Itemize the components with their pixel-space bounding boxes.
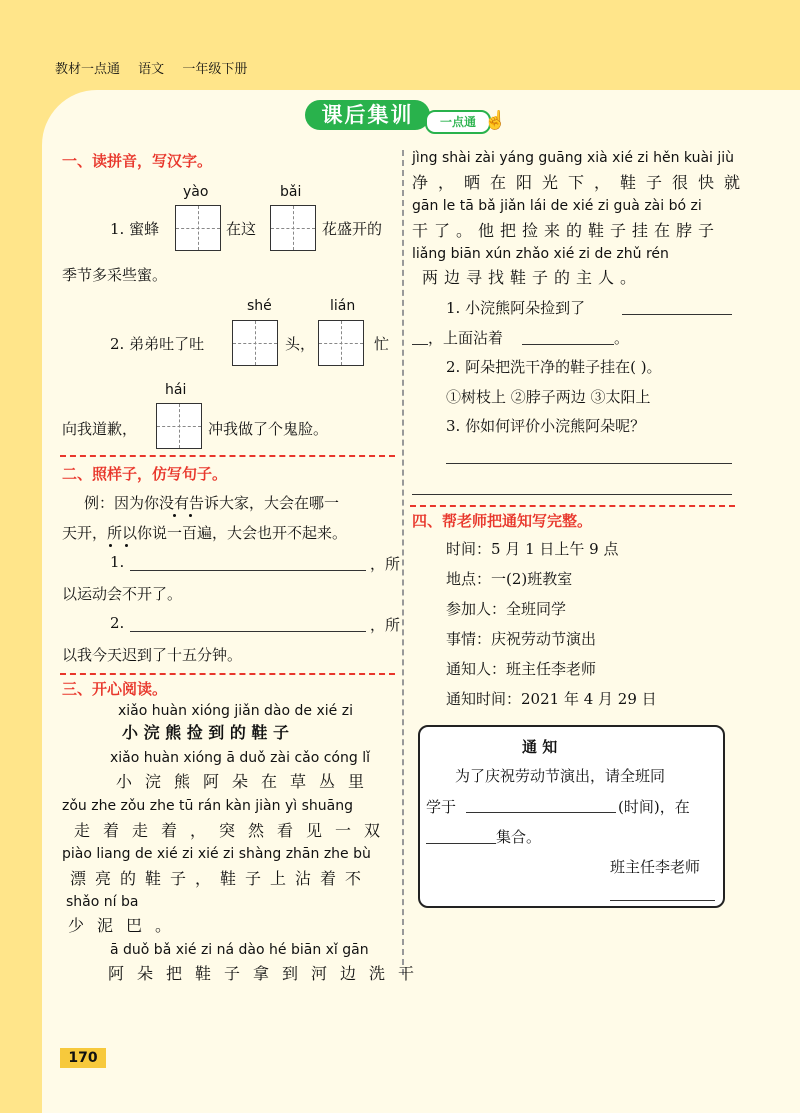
answer-box-yao[interactable] bbox=[175, 205, 221, 251]
story-line-5: 阿朵把鞋子拿到河边洗干 bbox=[108, 964, 428, 983]
answer-line[interactable] bbox=[412, 494, 732, 495]
q2-1-tail: ，所 bbox=[370, 555, 401, 573]
book-name: 教材一点通 bbox=[55, 62, 121, 77]
story-line-8-pinyin: liǎng biān xún zhǎo xié zi de zhǔ rén bbox=[412, 246, 669, 262]
story-line-7-pinyin: gān le tā bǎ jiǎn lái de xié zi guà zài bó zi bbox=[412, 198, 702, 214]
q1-text-a: 1. 蜜蜂 bbox=[110, 220, 160, 238]
reading-q2-options: ①树枝上 ②脖子两边 ③太阳上 bbox=[446, 388, 651, 406]
answer-line[interactable] bbox=[130, 570, 366, 571]
reading-q1-c: 。 bbox=[614, 329, 630, 347]
story-line-3-pinyin: piào liang de xié zi xié zi shàng zhān zhe bù bbox=[62, 846, 371, 862]
q3-text-b: 冲我做了个鬼脸。 bbox=[208, 420, 329, 438]
section-1-title: 一、读拼音，写汉字。 bbox=[62, 152, 213, 170]
q1-text-b: 在这 bbox=[226, 220, 257, 238]
pinyin-yao: yào bbox=[183, 184, 209, 200]
q2-text-b: 头， bbox=[285, 335, 316, 353]
page-number: 170 bbox=[60, 1048, 106, 1068]
story-line-7: 干了。他把捡来的鞋子挂在脖子 bbox=[412, 221, 721, 240]
q2-2-rest: 以我今天迟到了十五分钟。 bbox=[62, 646, 243, 664]
info-people: 参加人：全班同学 bbox=[446, 600, 567, 618]
pinyin-hai: hái bbox=[165, 382, 187, 398]
story-line-4-pinyin: shǎo ní ba bbox=[66, 894, 139, 910]
info-notifier: 通知人：班主任李老师 bbox=[446, 660, 597, 678]
section-3-title: 三、开心阅读。 bbox=[62, 680, 168, 698]
q2-2-label: 2. bbox=[110, 614, 125, 632]
section-2-title: 二、照样子，仿写句子。 bbox=[62, 465, 228, 483]
answer-line[interactable] bbox=[130, 631, 366, 632]
section-4-title: 四、帮老师把通知写完整。 bbox=[412, 512, 593, 530]
answer-line[interactable] bbox=[622, 314, 732, 315]
notice-date-blank[interactable] bbox=[610, 900, 715, 901]
reading-q2: 2. 阿朵把洗干净的鞋子挂在( )。 bbox=[446, 358, 662, 376]
notice-time-blank[interactable] bbox=[466, 812, 616, 813]
story-title: 小 浣 熊 捡 到 的 鞋 子 bbox=[122, 723, 289, 742]
answer-line[interactable] bbox=[446, 463, 732, 464]
q2-2-tail: ，所 bbox=[370, 616, 401, 634]
info-time: 时间：5 月 1 日上午 9 点 bbox=[446, 540, 619, 558]
q1-text-c: 花盛开的 bbox=[322, 220, 383, 238]
story-line-4: 少泥巴。 bbox=[68, 916, 185, 935]
answer-box-she[interactable] bbox=[232, 320, 278, 366]
info-notice-time: 通知时间：2021 年 4 月 29 日 bbox=[446, 690, 657, 708]
grade: 一年级下册 bbox=[182, 62, 248, 77]
pinyin-bai: bǎi bbox=[280, 184, 302, 200]
story-line-2: 走着走着，突然看见一双 bbox=[74, 821, 394, 840]
reading-q1: 1. 小浣熊阿朵捡到了 bbox=[446, 299, 586, 317]
q1-text-d: 季节多采些蜜。 bbox=[62, 266, 168, 284]
story-title-pinyin: xiǎo huàn xióng jiǎn dào de xié zi bbox=[118, 703, 353, 719]
reading-q1-b: ，上面沾着 bbox=[428, 329, 504, 347]
notice-place-blank[interactable] bbox=[426, 843, 496, 844]
section-badge: 课后集训 bbox=[305, 100, 430, 130]
pointing-hand-icon: ☝ bbox=[484, 110, 507, 131]
story-line-6-pinyin: jìng shài zài yáng guāng xià xié zi hěn kuài jiù bbox=[412, 150, 735, 166]
emphasis-dot bbox=[125, 544, 128, 547]
answer-box-hai[interactable] bbox=[156, 403, 202, 449]
q2-1-rest: 以运动会不开了。 bbox=[62, 585, 183, 603]
story-line-5-pinyin: ā duǒ bǎ xié zi ná dào hé biān xǐ gān bbox=[110, 942, 369, 958]
q2-1-label: 1. bbox=[110, 553, 125, 571]
pinyin-she: shé bbox=[247, 298, 272, 314]
running-header bbox=[55, 58, 261, 77]
info-place: 地点：一(2)班教室 bbox=[446, 570, 573, 588]
notice-line-2a: 学于 bbox=[426, 798, 457, 816]
story-line-6: 净，晒在阳光下，鞋子很快就 bbox=[412, 173, 751, 192]
subject: 语文 bbox=[138, 62, 165, 77]
answer-line[interactable] bbox=[522, 344, 614, 345]
answer-line[interactable] bbox=[412, 344, 428, 345]
notice-line-3: 集合。 bbox=[496, 828, 542, 846]
emphasis-dot bbox=[189, 514, 192, 517]
story-line-2-pinyin: zǒu zhe zǒu zhe tū rán kàn jiàn yì shuāng bbox=[62, 798, 353, 814]
emphasis-dot bbox=[173, 514, 176, 517]
sub-badge: 一点通 bbox=[425, 110, 491, 134]
q3-text-a: 向我道歉， bbox=[62, 420, 138, 438]
example-line-1: 例：因为你没有告诉大家，大会在哪一 bbox=[84, 494, 340, 512]
q2-text-c: 忙 bbox=[374, 335, 390, 353]
emphasis-dot bbox=[109, 544, 112, 547]
column-divider bbox=[402, 150, 404, 975]
notice-title: 通 知 bbox=[522, 738, 558, 756]
section-divider bbox=[410, 505, 735, 507]
notice-line-1: 为了庆祝劳动节演出，请全班同 bbox=[455, 767, 666, 785]
pinyin-lian: lián bbox=[330, 298, 356, 314]
reading-q3: 3. 你如何评价小浣熊阿朵呢？ bbox=[446, 417, 646, 435]
answer-box-lian[interactable] bbox=[318, 320, 364, 366]
example-line-2: 天开，所以你说一百遍，大会也开不起来。 bbox=[62, 524, 348, 542]
answer-box-bai[interactable] bbox=[270, 205, 316, 251]
info-event: 事情：庆祝劳动节演出 bbox=[446, 630, 597, 648]
story-line-3: 漂亮的鞋子，鞋子上沾着不 bbox=[70, 869, 371, 888]
notice-signature: 班主任李老师 bbox=[610, 858, 701, 876]
section-divider bbox=[60, 455, 395, 457]
section-divider bbox=[60, 673, 395, 675]
story-line-1: 小浣熊阿朵在草丛里 bbox=[116, 772, 378, 791]
story-line-1-pinyin: xiǎo huàn xióng ā duǒ zài cǎo cóng lǐ bbox=[110, 750, 370, 766]
notice-line-2b: (时间)，在 bbox=[618, 798, 690, 816]
story-line-8: 两边寻找鞋子的主人。 bbox=[422, 268, 643, 287]
q2-text-a: 2. 弟弟吐了吐 bbox=[110, 335, 205, 353]
